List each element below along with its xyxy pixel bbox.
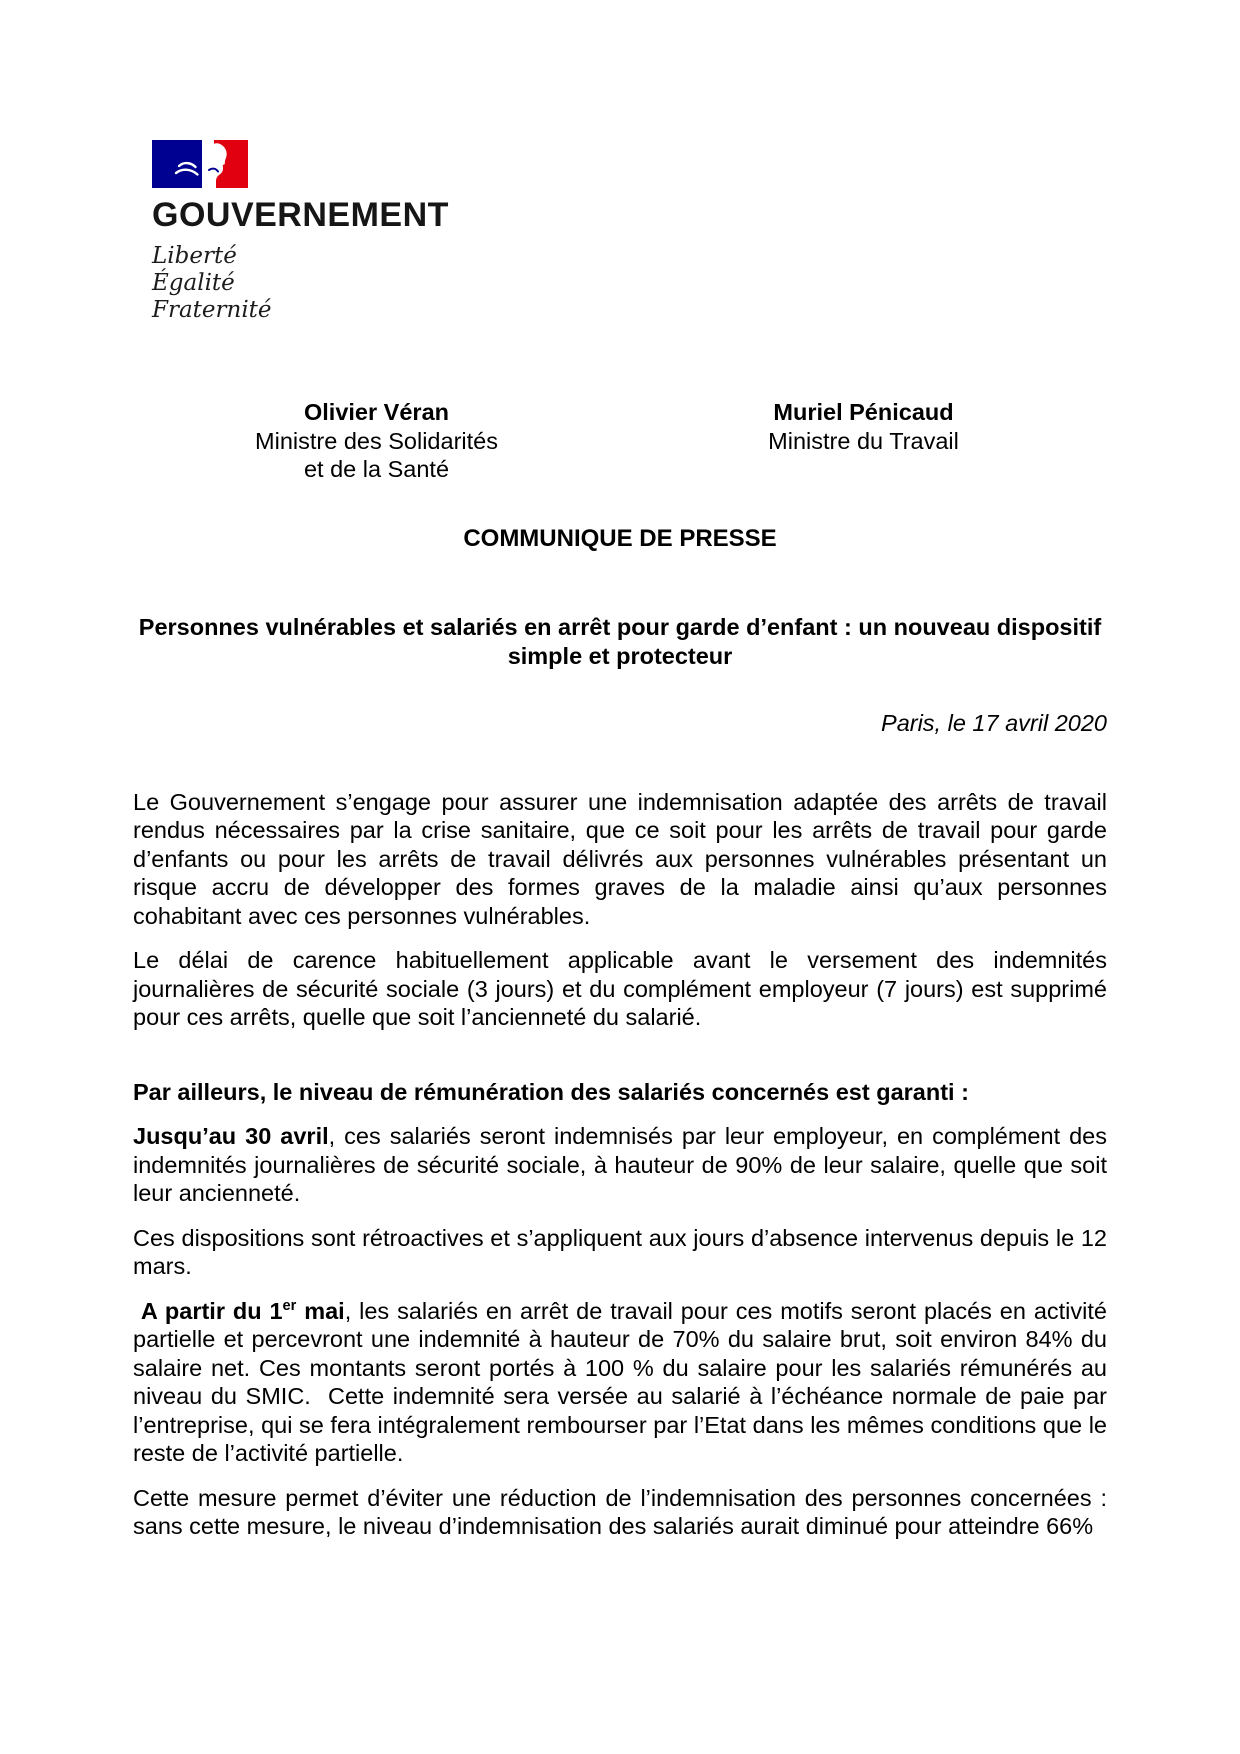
ministers-row bbox=[133, 398, 1107, 484]
paragraph-delai-carence: Le délai de carence habituellement applicable avant le versement des indemnités journalières de sécurité sociale (3 jours) et du complément employeur (7 jours) est supprimé pour ces arrêts, quelle que soit l’ancienneté du salarié. bbox=[133, 947, 1107, 1030]
paragraph-mesure: Cette mesure permet d’éviter une réduction de l’indemnisation des personnes concernées : sans cette mesure, le niveau d’indemnisation des salariés aurait diminué pour atteindre 66% bbox=[133, 1484, 1107, 1539]
minister-left bbox=[133, 398, 620, 484]
paragraph-intro: Le Gouvernement s’engage pour assurer une indemnisation adaptée des arrêts de travail rendus nécessaires par la crise sanitaire, que ce soit pour les arrêts de travail pour garde d’enfants ou pour les arrêts de travail délivrés aux personnes vulnérables présentant un risque accru de développer des formes graves de la maladie ainsi qu’aux personnes cohabitant avec ces personnes vulnérables. bbox=[133, 788, 1107, 929]
title-line2: simple et protecteur bbox=[507, 642, 733, 669]
paragraph-a-partir-du-1er-mai: A partir du 1er mai, les salariés en arrêt de travail pour ces motifs seront placés en activité partielle et percevront une indemnité à hauteur de 70% du salaire brut, soit environ 84% du salaire net. Ces montants seront portés à 100 % du salaire pour les salariés rémunérés au niveau du SMIC. Cette indemnité sera versée au salarié à l’échéance normale de paie par l’entreprise, qui se fera intégralement rembourser par l’Etat dans les mêmes conditions que le reste de l’activité partielle. bbox=[133, 1297, 1107, 1466]
french-flag-marianne-icon bbox=[152, 140, 248, 188]
motto bbox=[152, 243, 1107, 324]
minister-right bbox=[620, 398, 1107, 484]
minister-left-role-line1: Ministre des Solidarités bbox=[255, 427, 498, 454]
government-wordmark: GOUVERNEMENT bbox=[152, 196, 449, 234]
title-line1: Personnes vulnérables et salariés en arrêt pour garde d’enfant : un nouveau dispositif bbox=[138, 613, 1102, 640]
government-logo bbox=[152, 140, 1107, 324]
minister-left-name: Olivier Véran bbox=[304, 399, 449, 425]
minister-right-name: Muriel Pénicaud bbox=[773, 399, 954, 425]
motto-line-liberte: Liberté bbox=[152, 243, 237, 269]
minister-right-role-line1: Ministre du Travail bbox=[768, 427, 959, 454]
paragraph-retroactivite: Ces dispositions sont rétroactives et s’appliquent aux jours d’absence intervenus depuis le 12 mars. bbox=[133, 1224, 1107, 1279]
body-paragraphs bbox=[133, 788, 1107, 1541]
section-heading-remuneration: Par ailleurs, le niveau de rémunération des salariés concernés est garanti : bbox=[133, 1078, 969, 1105]
motto-line-egalite: Égalité bbox=[152, 270, 235, 296]
minister-left-role-line2: et de la Santé bbox=[303, 456, 450, 482]
motto-line-fraternite: Fraternité bbox=[152, 297, 272, 323]
paragraph-jusquau-30-avril: Jusqu’au 30 avril, ces salariés seront indemnisés par leur employeur, en complément des indemnités journalières de sécurité sociale, à hauteur de 90% de leur salaire, quelle que soit leur ancienneté. bbox=[133, 1123, 1107, 1206]
press-release-title bbox=[133, 613, 1107, 671]
dateline: Paris, le 17 avril 2020 bbox=[881, 709, 1107, 736]
communique-heading: COMMUNIQUE DE PRESSE bbox=[463, 524, 777, 552]
